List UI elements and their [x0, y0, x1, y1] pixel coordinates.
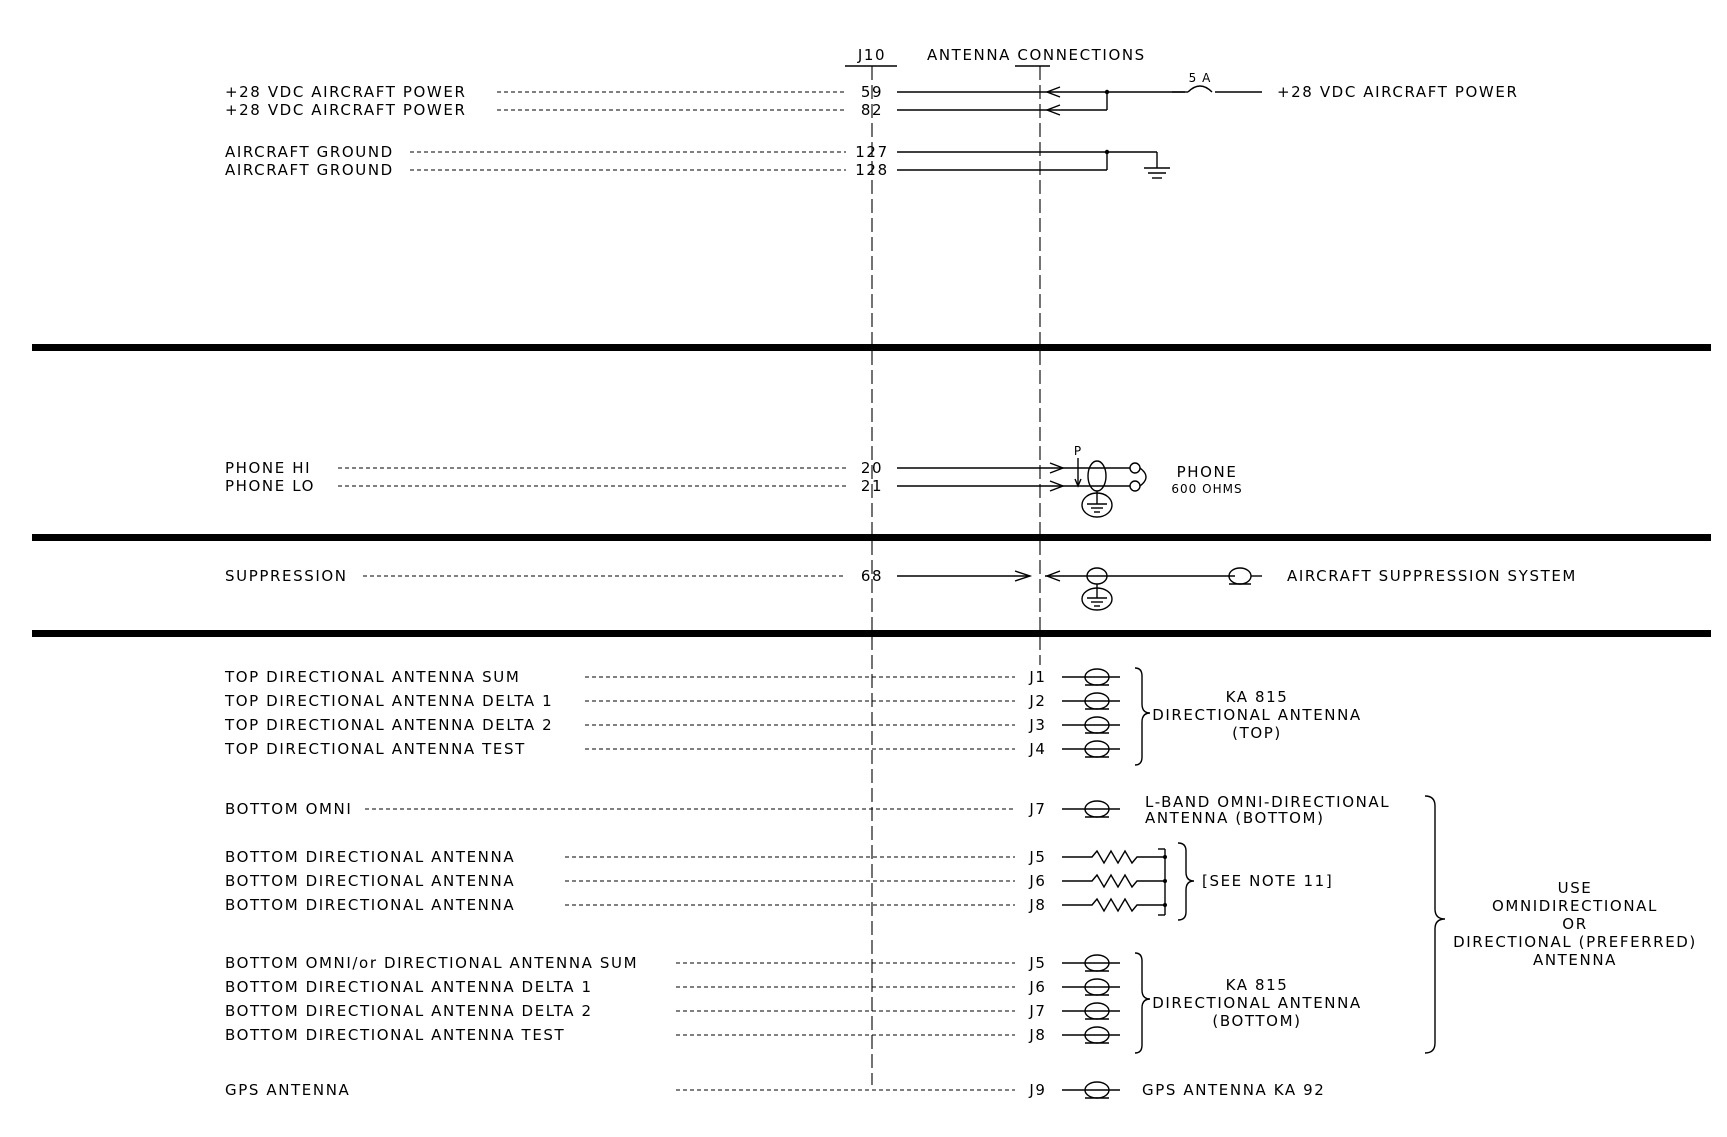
- phone-lo-row: [225, 477, 1065, 495]
- use-note-line-4: DIRECTIONAL (PREFERRED): [1453, 933, 1697, 951]
- bottom-antenna-device-line-2: DIRECTIONAL ANTENNA: [1152, 994, 1362, 1012]
- see-note-label: [SEE NOTE 11]: [1202, 872, 1334, 890]
- jack-label: J6: [1029, 978, 1047, 996]
- pin-number: 128: [855, 161, 889, 179]
- signal-label: BOTTOM DIRECTIONAL ANTENNA DELTA 2: [225, 1002, 593, 1020]
- antenna-row-bottom-dir-j6: [225, 872, 1167, 890]
- signal-label: BOTTOM DIRECTIONAL ANTENNA TEST: [225, 1026, 566, 1044]
- pin-number: 68: [860, 567, 884, 585]
- top-antenna-device-line-3: (TOP): [1232, 724, 1282, 742]
- jack-label: J7: [1029, 800, 1047, 818]
- signal-label: +28 VDC AIRCRAFT POWER: [225, 83, 467, 101]
- signal-label: AIRCRAFT GROUND: [225, 161, 394, 179]
- antenna-row-bottom-test: [225, 1026, 1120, 1044]
- bottom-antenna-device-line-3: (BOTTOM): [1212, 1012, 1302, 1030]
- omni-device-line-2: ANTENNA (BOTTOM): [1145, 809, 1325, 827]
- signal-label: TOP DIRECTIONAL ANTENNA SUM: [225, 668, 521, 686]
- jack-label: J3: [1029, 716, 1047, 734]
- resistor-icon: [1062, 899, 1165, 911]
- top-antenna-device-line-1: KA 815: [1225, 688, 1289, 706]
- antenna-row-top-sum: [224, 668, 1120, 686]
- antenna-row-top-delta2: [224, 716, 1120, 734]
- jack-label: J5: [1029, 848, 1047, 866]
- signal-label: BOTTOM OMNI: [225, 800, 353, 818]
- antenna-connections-header: ANTENNA CONNECTIONS: [927, 46, 1146, 64]
- signal-label: BOTTOM OMNI/or DIRECTIONAL ANTENNA SUM: [225, 954, 639, 972]
- pin-number: 82: [860, 101, 884, 119]
- antenna-row-bottom-omni: [225, 800, 1120, 818]
- ground-icon: [1144, 152, 1170, 178]
- use-note-line-2: OMNIDIRECTIONAL: [1492, 897, 1658, 915]
- use-note-line-5: ANTENNA: [1532, 951, 1618, 969]
- brace-icon: [1135, 953, 1150, 1053]
- jack-label: J9: [1029, 1081, 1047, 1099]
- antenna-row-bottom-dir-j5: [225, 848, 1167, 866]
- phone-impedance-label: 600 OHMS: [1171, 482, 1243, 496]
- power-source-label: +28 VDC AIRCRAFT POWER: [1277, 83, 1519, 101]
- phone-device-label: PHONE: [1176, 463, 1238, 481]
- phone-hi-row: [225, 459, 1065, 477]
- signal-label: TOP DIRECTIONAL ANTENNA DELTA 2: [225, 716, 554, 734]
- section-divider: [32, 344, 1711, 351]
- jack-label: J8: [1029, 896, 1047, 914]
- signal-label: BOTTOM DIRECTIONAL ANTENNA DELTA 1: [225, 978, 593, 996]
- jack-label: J6: [1029, 872, 1047, 890]
- jack-label: J2: [1029, 692, 1047, 710]
- antenna-row-top-delta1: [224, 692, 1120, 710]
- antenna-row-bottom-dir-j8: [225, 896, 1167, 914]
- section-divider: [32, 630, 1711, 637]
- brace-icon: [1425, 796, 1445, 1053]
- suppression-row: [225, 567, 1235, 585]
- signal-label: BOTTOM DIRECTIONAL ANTENNA: [225, 896, 516, 914]
- pin-number: 127: [855, 143, 889, 161]
- bottom-antenna-device-line-1: KA 815: [1225, 976, 1289, 994]
- pin-number: 21: [860, 477, 884, 495]
- signal-label: TOP DIRECTIONAL ANTENNA DELTA 1: [225, 692, 554, 710]
- signal-label: AIRCRAFT GROUND: [225, 143, 394, 161]
- brace-icon: [1135, 668, 1150, 765]
- signal-label: +28 VDC AIRCRAFT POWER: [225, 101, 467, 119]
- resistor-icon: [1062, 851, 1165, 863]
- top-antenna-device-line-2: DIRECTIONAL ANTENNA: [1152, 706, 1362, 724]
- signal-label: SUPPRESSION: [225, 567, 348, 585]
- jack-label: J8: [1029, 1026, 1047, 1044]
- brace-icon: [1178, 843, 1194, 920]
- jack-label: J4: [1029, 740, 1047, 758]
- resistor-icon: [1062, 875, 1165, 887]
- pin-number: 20: [860, 459, 884, 477]
- signal-label: PHONE LO: [225, 477, 316, 495]
- jack-label: J7: [1029, 1002, 1047, 1020]
- antenna-row-top-test: [224, 740, 1120, 758]
- jack-label: J5: [1029, 954, 1047, 972]
- suppression-system-label: AIRCRAFT SUPPRESSION SYSTEM: [1287, 567, 1577, 585]
- omni-device-line-1: L-BAND OMNI-DIRECTIONAL: [1145, 793, 1391, 811]
- signal-label: GPS ANTENNA: [225, 1081, 351, 1099]
- use-note-line-1: USE: [1557, 879, 1593, 897]
- ground-row-1: [225, 143, 1157, 161]
- signal-label: TOP DIRECTIONAL ANTENNA TEST: [225, 740, 526, 758]
- phone-jack-icon: [1130, 463, 1146, 491]
- plug-label: P: [1073, 444, 1083, 458]
- ground-row-2: [225, 161, 1107, 179]
- section-divider: [32, 534, 1711, 541]
- gps-device-label: GPS ANTENNA KA 92: [1142, 1081, 1326, 1099]
- antenna-row-bottom-delta2: [225, 1002, 1120, 1020]
- antenna-row-bottom-sum: [225, 954, 1120, 972]
- signal-label: PHONE HI: [225, 459, 312, 477]
- signal-label: BOTTOM DIRECTIONAL ANTENNA: [225, 848, 516, 866]
- antenna-row-bottom-delta1: [225, 978, 1120, 996]
- antenna-row-gps: [225, 1081, 1120, 1099]
- signal-label: BOTTOM DIRECTIONAL ANTENNA: [225, 872, 516, 890]
- shielded-pair-icon: [1065, 461, 1130, 517]
- jack-label: J1: [1029, 668, 1047, 686]
- j10-header: J10: [857, 46, 887, 64]
- power-row-2: [225, 101, 1107, 119]
- pin-number: 59: [860, 83, 884, 101]
- fuse-label: 5 A: [1188, 71, 1212, 85]
- use-note-line-3: OR: [1562, 915, 1588, 933]
- coax-icon: [1082, 568, 1112, 610]
